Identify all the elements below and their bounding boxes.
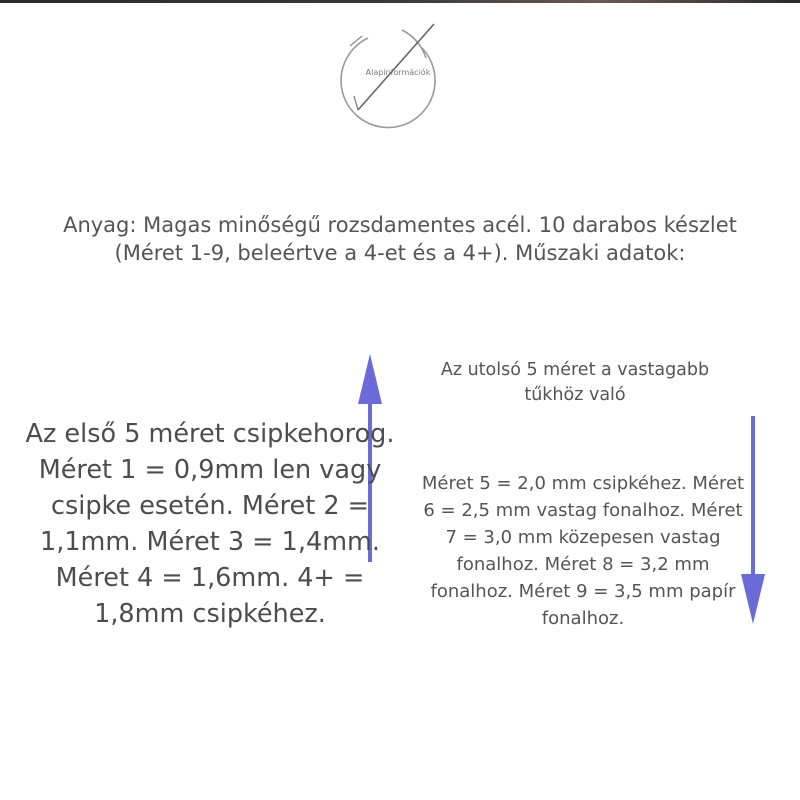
logo-text: Alapinformációk xyxy=(365,68,431,77)
top-edge-bar xyxy=(0,0,800,3)
last-sizes-title: Az utolsó 5 méret a vastagabb tűkhöz való xyxy=(440,360,710,405)
last-sizes-description: Méret 5 = 2,0 mm csipkéhez. Méret 6 = 2,5 mm vastag fonalhoz. Méret 7 = 3,0 mm közepesen vastag fonalhoz. Méret 8 = 3,2 mm fonalhoz. Méret 9 = 3,5 mm papír fonalhoz. xyxy=(421,473,745,629)
intro-text xyxy=(10,211,790,267)
first-sizes-description: Az első 5 méret csipkehorog. Méret 1 = 0,9mm len vagy csipke esetén. Méret 2 = 1,1mm. Méret 3 = 1,4mm. Méret 4 = 1,6mm. 4+ = 1,8mm csipkéhez. xyxy=(25,419,395,629)
intro-line-1: Anyag: Magas minőségű rozsdamentes acél. 10 darabos készlet xyxy=(63,213,737,237)
intro-line-2: (Méret 1-9, beleértve a 4-et és a 4+). Műszaki adatok: xyxy=(114,241,686,265)
circle-slash-logo-icon xyxy=(340,18,450,138)
